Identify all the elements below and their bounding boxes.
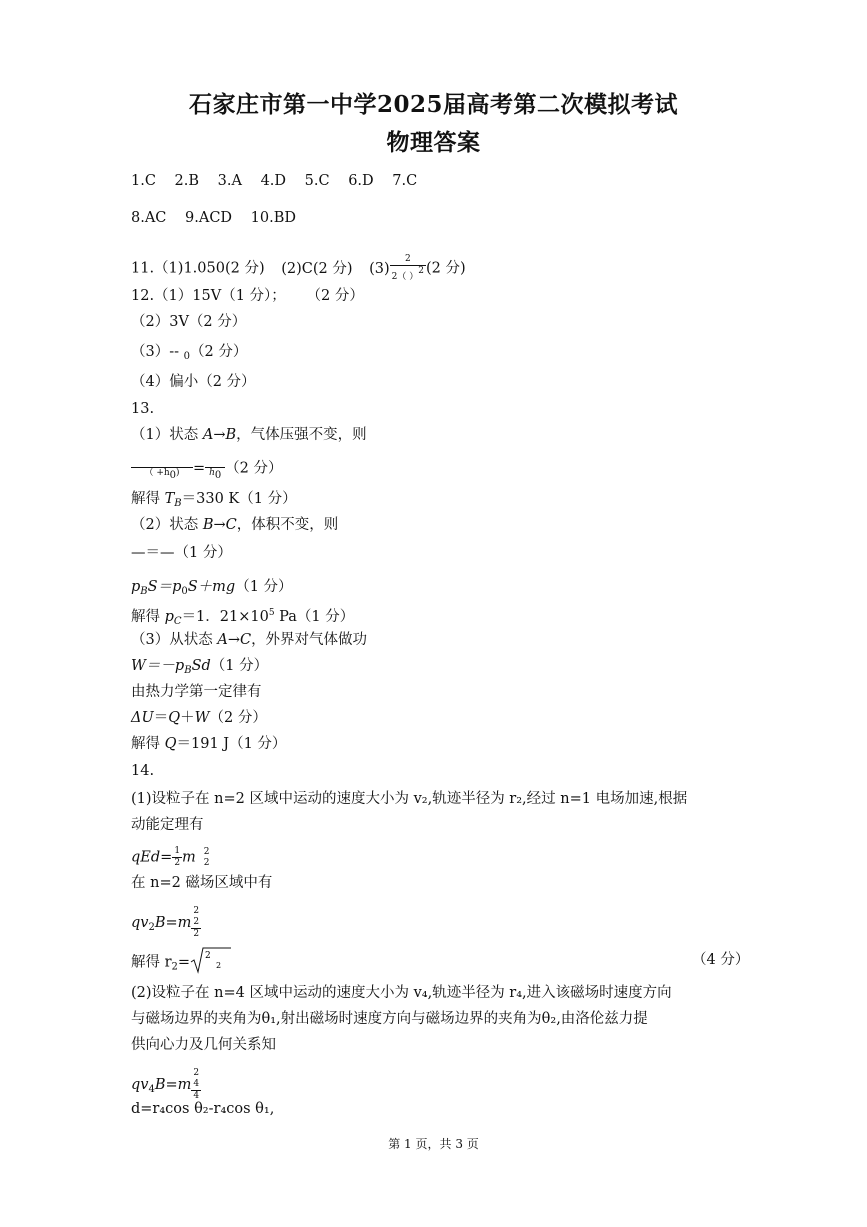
q14-equation-1: qEd= $\frac{1}{2}$ m 2 2 xyxy=(131,846,210,868)
answer-10: 10.BD xyxy=(250,210,296,226)
q14-equation-3: 解得 $r_2=$ 2 2 xyxy=(131,946,232,979)
q13-line-5: —＝—（1 分） xyxy=(131,545,232,561)
q13-line-8: （3）从状态 A→C，外界对气体做功 xyxy=(131,632,368,648)
answer-6: 6.D xyxy=(348,173,374,189)
q11-part2: (2)C(2 分) xyxy=(281,260,353,277)
answer-7: 7.C xyxy=(392,173,418,189)
q13-line-7: 解得 $p_C=1$．$21\times 10^5$ Pa（1 分） xyxy=(131,608,355,627)
q13-line-12: 解得 Q＝191 J（1 分） xyxy=(131,736,287,752)
answer-9: 9.ACD xyxy=(185,210,233,226)
answer-8: 8.AC xyxy=(131,210,167,226)
q13-line-10: 由热力学第一定律有 xyxy=(131,684,262,700)
q12-line-3: （3）-- $_0$（2 分） xyxy=(131,344,248,362)
document-title: 石家庄市第一中学2025届高考第二次模拟考试 xyxy=(188,91,678,118)
sqrt-icon xyxy=(190,946,232,979)
q12-line-1: 12.（1）15V（1 分）； （2 分） xyxy=(131,288,364,304)
q14-p1-line-3: 在 n=2 磁场区域中有 xyxy=(131,875,273,891)
q14-equation-2: $qv_2B=m$ 2 2 2 xyxy=(131,906,200,939)
q13-line-4: （2）状态 B→C，体积不变，则 xyxy=(131,517,339,533)
answer-1: 1.C xyxy=(131,173,156,189)
svg-text:2: 2 xyxy=(205,951,211,961)
q14-equation-5: d=r₄cos θ₂-r₄cos θ₁, xyxy=(131,1101,275,1117)
q13-line-6: $p_BS=p_0S+mg(1$ 分） xyxy=(131,579,293,597)
q14-number: 14. xyxy=(131,763,155,779)
q14-p2-line-2: 与磁场边界的夹角为θ₁,射出磁场时速度方向与磁场边界的夹角为θ₂,由洛伦兹力提 xyxy=(131,1011,648,1027)
q11-part3-prefix: (3) xyxy=(369,260,390,277)
q14-p1-line-2: 动能定理有 xyxy=(131,817,204,833)
q11-line xyxy=(131,254,466,283)
q14-p2-line-3: 供向心力及几何关系知 xyxy=(131,1037,276,1053)
svg-text:2: 2 xyxy=(216,961,222,970)
q14-equation-4: $qv_4B=m$ 2 4 4 xyxy=(131,1068,200,1101)
q11-fraction: $\frac{2}{2( )^2}$ xyxy=(391,254,424,282)
document-subtitle: 物理答案 xyxy=(386,129,481,156)
answer-2: 2.B xyxy=(174,173,200,189)
q13-line-11: ΔU＝Q＋W（2 分） xyxy=(131,710,267,726)
q14-score-1: （4 分） xyxy=(692,952,750,968)
q13-line-3: 解得 $T_B=330$ K（1 分） xyxy=(131,491,297,509)
choice-answers-row-2 xyxy=(131,209,296,227)
answer-4: 4.D xyxy=(260,173,287,189)
q13-number: 13. xyxy=(131,401,155,417)
page-footer: 第 1 页，共 3 页 xyxy=(388,1137,479,1151)
q13-equation-1: （ $+h_0$) = $h_0$ （2 分） xyxy=(131,456,283,481)
q13-line-1: （1）状态 A→B，气体压强不变，则 xyxy=(131,427,367,443)
answer-5: 5.C xyxy=(304,173,330,189)
q11-part1: 11.（1)1.050(2 分) xyxy=(131,260,265,277)
q12-line-2: （2）3V（2 分） xyxy=(131,314,247,330)
answer-3: 3.A xyxy=(217,173,242,189)
choice-answers-row-1 xyxy=(131,172,417,190)
q14-p2-line-1: (2)设粒子在 n=4 区域中运动的速度大小为 v₄,轨迹半径为 r₄,进入该磁场时速度方向 xyxy=(131,985,672,1001)
q13-line-9: $W=-p_BSd(1$ 分） xyxy=(131,658,269,676)
q12-line-4: （4）偏小（2 分） xyxy=(131,374,256,390)
q14-p1-line-1: (1)设粒子在 n=2 区域中运动的速度大小为 v₂,轨迹半径为 r₂,经过 n=1 电场加速,根据 xyxy=(131,791,688,807)
q11-part3-score: (2 分) xyxy=(426,260,466,277)
